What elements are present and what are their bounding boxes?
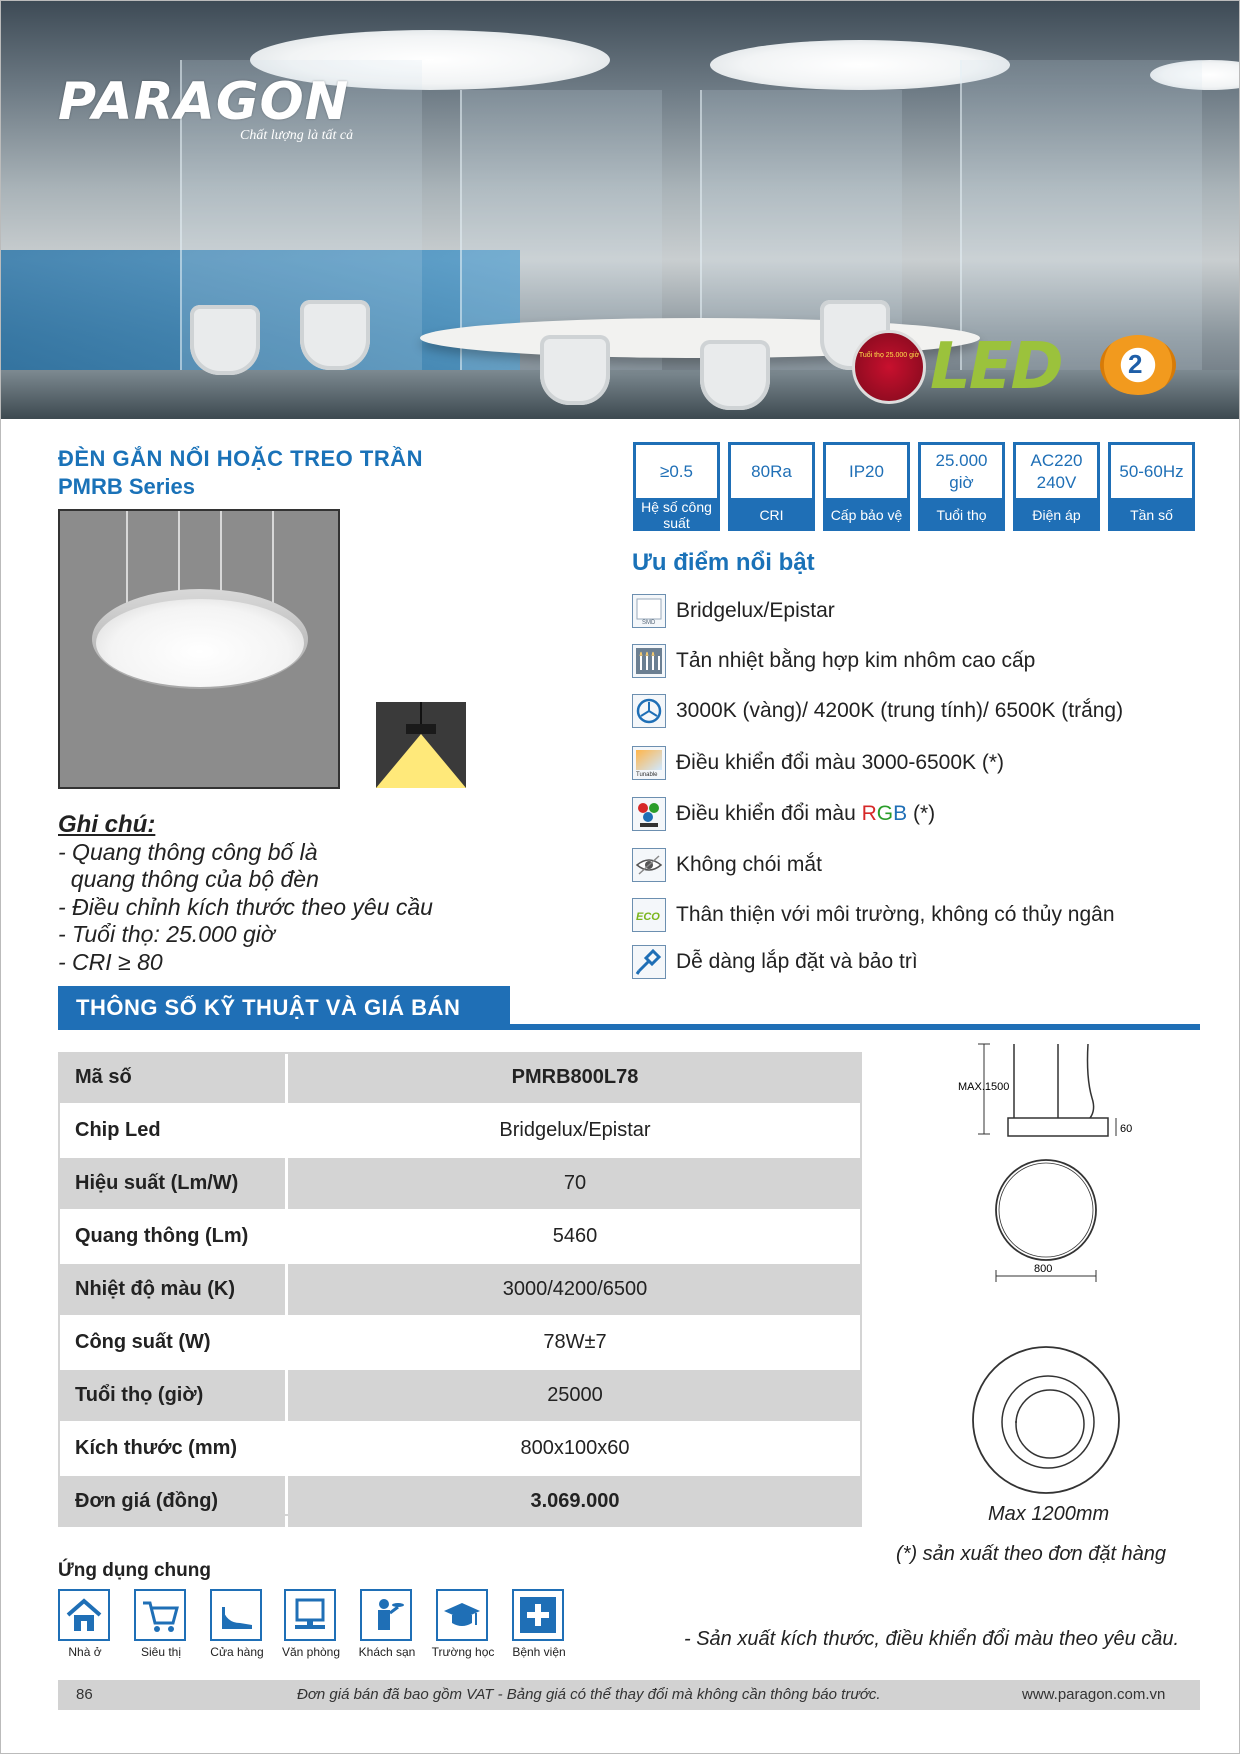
application-item bbox=[210, 1589, 264, 1659]
hero-chair bbox=[300, 300, 370, 370]
eco-icon bbox=[632, 898, 666, 932]
spec-table bbox=[58, 1052, 862, 1529]
led-logo: LED bbox=[930, 330, 1062, 404]
application-item bbox=[512, 1589, 566, 1659]
advantage-text: Thân thiện với môi trường, không có thủy ngân bbox=[676, 903, 1115, 926]
spec-label: Điện áp bbox=[1032, 507, 1081, 523]
spec-box-lifetime bbox=[918, 442, 1005, 531]
notes-title: Ghi chú: bbox=[58, 811, 156, 838]
heat-sink-icon bbox=[632, 644, 666, 678]
svg-text:ECO: ECO bbox=[636, 911, 660, 923]
table-value: Bridgelux/Epistar bbox=[287, 1104, 863, 1157]
product-photo bbox=[58, 509, 340, 789]
advantage-text: Dễ dàng lắp đặt và bảo trì bbox=[676, 950, 918, 973]
advantage-item bbox=[632, 795, 935, 833]
rgb-g: G bbox=[876, 802, 894, 825]
section-title: THÔNG SỐ KỸ THUẬT VÀ GIÁ BÁN bbox=[58, 986, 510, 1030]
advantage-text: 3000K (vàng)/ 4200K (trung tính)/ 6500K (trắng) bbox=[676, 699, 1124, 722]
application-label: Cửa hàng bbox=[210, 1645, 264, 1659]
product-series: PMRB Series bbox=[58, 474, 195, 499]
application-item bbox=[58, 1589, 112, 1659]
spec-box-voltage bbox=[1013, 442, 1100, 531]
application-label: Siêu thị bbox=[140, 1645, 182, 1659]
shopping-cart-icon bbox=[134, 1589, 186, 1641]
product-title: ĐÈN GẮN NỔI HOẶC TREO TRẦN bbox=[58, 446, 423, 471]
note-item: - Quang thông công bố là bbox=[58, 839, 318, 865]
hotel-waiter-icon bbox=[360, 1589, 412, 1641]
graduation-cap-icon bbox=[436, 1589, 488, 1641]
advantage-text: Điều khiển đổi màu 3000-6500K (*) bbox=[676, 751, 1005, 774]
spec-value: 50-60Hz bbox=[1111, 445, 1192, 498]
price-value: 3.069.000 bbox=[287, 1475, 863, 1528]
website-link[interactable]: www.paragon.com.vn bbox=[1022, 1686, 1166, 1703]
application-label: Nhà ở bbox=[68, 1645, 102, 1659]
table-key: Đơn giá (đồng) bbox=[58, 1475, 287, 1528]
application-item bbox=[134, 1589, 188, 1659]
advantage-text: Bridgelux/Epistar bbox=[676, 599, 835, 622]
table-value: 3000/4200/6500 bbox=[287, 1263, 863, 1316]
side-view-drawing bbox=[950, 1038, 1160, 1148]
svg-text:Tunable: Tunable bbox=[636, 772, 658, 778]
spec-value: 80Ra bbox=[731, 445, 812, 498]
advantage-item bbox=[632, 592, 835, 630]
table-row bbox=[58, 1052, 862, 1104]
lifetime-badge bbox=[852, 330, 926, 404]
table-row bbox=[58, 1263, 862, 1316]
spec-value: IP20 bbox=[826, 445, 907, 498]
table-value: 25000 bbox=[287, 1369, 863, 1422]
note-item: - Điều chỉnh kích thước theo yêu cầu bbox=[58, 894, 433, 920]
application-item bbox=[431, 1589, 495, 1659]
spec-label: Hệ số công suất bbox=[641, 499, 712, 531]
application-item bbox=[360, 1589, 414, 1659]
warranty-years: 2 bbox=[1128, 349, 1143, 379]
rgb-b: B bbox=[893, 802, 908, 825]
suspension-wire bbox=[272, 511, 274, 611]
note-item: - Tuổi thọ: 25.000 giờ bbox=[58, 921, 275, 947]
advantages-title: Ưu điểm nổi bật bbox=[632, 549, 815, 576]
spec-box-power-factor bbox=[633, 442, 720, 531]
house-icon bbox=[58, 1589, 110, 1641]
color-temperature-icon bbox=[632, 694, 666, 728]
spec-box-ip bbox=[823, 442, 910, 531]
application-label: Trường học bbox=[431, 1645, 495, 1659]
diameter-label: 800 bbox=[1034, 1263, 1053, 1275]
brand-tagline: Chất lượng là tất cả bbox=[240, 128, 354, 143]
hero-chair bbox=[190, 305, 260, 375]
beam-angle-icon bbox=[376, 702, 466, 788]
applications-title: Ứng dụng chung bbox=[58, 1560, 211, 1581]
table-value: 78W±7 bbox=[287, 1316, 863, 1369]
application-item bbox=[281, 1589, 341, 1659]
spec-value: ≥0.5 bbox=[636, 445, 717, 498]
spec-box-frequency bbox=[1108, 442, 1195, 531]
table-key: Kích thước (mm) bbox=[58, 1422, 287, 1475]
table-row bbox=[58, 1316, 862, 1369]
order-note: (*) sản xuất theo đơn đặt hàng bbox=[896, 1543, 1167, 1565]
thickness-label: 60 bbox=[1120, 1123, 1133, 1135]
advantage-item bbox=[632, 744, 1004, 782]
page-number: 86 bbox=[76, 1686, 93, 1703]
rgb-r: R bbox=[861, 802, 877, 825]
smd-chip-icon bbox=[632, 594, 666, 628]
application-label: Bệnh viện bbox=[512, 1645, 566, 1659]
warranty-badge bbox=[1100, 335, 1176, 395]
spec-label: CRI bbox=[759, 507, 784, 523]
suspension-wire bbox=[126, 511, 128, 611]
table-key: Quang thông (Lm) bbox=[58, 1210, 287, 1263]
spec-label: Tuổi thọ bbox=[936, 507, 987, 523]
hero-chair bbox=[700, 340, 770, 410]
table-key: Nhiệt độ màu (K) bbox=[58, 1263, 287, 1316]
advantage-item bbox=[632, 943, 918, 981]
lamp-diffuser bbox=[96, 599, 304, 687]
table-value: 800x100x60 bbox=[287, 1422, 863, 1475]
spec-value: 25.000 giờ bbox=[921, 445, 1002, 498]
table-value: 5460 bbox=[287, 1210, 863, 1263]
advantage-item bbox=[632, 846, 822, 884]
table-row bbox=[58, 1157, 862, 1210]
application-label: Văn phòng bbox=[281, 1645, 341, 1659]
tunable-icon bbox=[632, 746, 666, 780]
lifetime-badge-text: Tuổi thọ 25.000 giờ bbox=[858, 352, 920, 359]
model-code: PMRB800L78 bbox=[287, 1052, 863, 1104]
table-key: Mã số bbox=[58, 1052, 287, 1104]
spec-box-cri bbox=[728, 442, 815, 531]
office-computer-icon bbox=[284, 1589, 336, 1641]
application-label: Khách sạn bbox=[358, 1645, 416, 1659]
table-key: Công suất (W) bbox=[58, 1316, 287, 1369]
table-key: Tuổi thọ (giờ) bbox=[58, 1369, 287, 1422]
advantage-text: Điều khiển đổi màu RGB (*) bbox=[676, 802, 936, 825]
tools-icon bbox=[632, 945, 666, 979]
table-key: Chip Led bbox=[58, 1104, 287, 1157]
table-row bbox=[58, 1422, 862, 1475]
spec-label: Cấp bảo vệ bbox=[830, 507, 903, 523]
advantage-item bbox=[632, 896, 1115, 934]
max-size-drawing bbox=[966, 1340, 1126, 1500]
paragon-logo: PARAGON bbox=[58, 72, 350, 132]
custom-production-note: - Sản xuất kích thước, điều khiển đổi màu theo yêu cầu. bbox=[684, 1628, 1180, 1650]
table-row bbox=[58, 1369, 862, 1422]
table-key: Hiệu suất (Lm/W) bbox=[58, 1157, 287, 1210]
table-row bbox=[58, 1475, 862, 1528]
table-row bbox=[58, 1210, 862, 1263]
table-row bbox=[58, 1104, 862, 1157]
eye-icon bbox=[632, 848, 666, 882]
vat-note: Đơn giá bán đã bao gồm VAT - Bảng giá có thể thay đổi mà không cần thông báo trước. bbox=[297, 1686, 881, 1703]
high-heel-icon bbox=[210, 1589, 262, 1641]
top-view-drawing bbox=[990, 1150, 1130, 1290]
max-height-label: MAX.1500 bbox=[958, 1081, 1010, 1093]
advantage-text: Tản nhiệt bằng hợp kim nhôm cao cấp bbox=[676, 649, 1036, 672]
hospital-cross-icon bbox=[512, 1589, 564, 1641]
table-value: 70 bbox=[287, 1157, 863, 1210]
hero-chair bbox=[540, 335, 610, 405]
advantage-text: Không chói mắt bbox=[676, 853, 822, 876]
rgb-icon bbox=[632, 797, 666, 831]
spec-label: Tần số bbox=[1130, 507, 1173, 523]
note-item: - CRI ≥ 80 bbox=[58, 949, 163, 975]
max-size-caption: Max 1200mm bbox=[988, 1503, 1110, 1525]
advantage-item bbox=[632, 692, 1123, 730]
note-item: quang thông của bộ đèn bbox=[58, 866, 319, 892]
advantage-item bbox=[632, 642, 1035, 680]
spec-value: AC220 240V bbox=[1016, 445, 1097, 498]
svg-text:SMD: SMD bbox=[642, 620, 656, 626]
